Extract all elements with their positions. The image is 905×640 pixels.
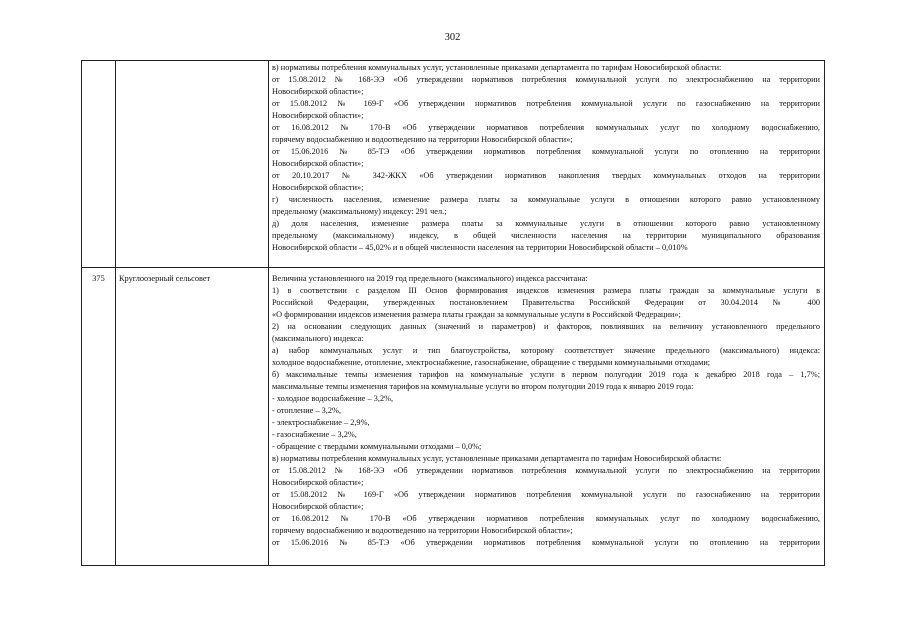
text-line: от 15.08.2012 № 168-ЭЭ «Об утверждении нормативов потребления коммунальной услуги по электроснабжению на территории [272, 75, 820, 84]
text-line: максимальные темпы изменения тарифов на коммунальные услуги во втором полугодии 2019 года к январю 2019 года: [272, 382, 694, 391]
text-line: 1) в соответствии с разделом III Основ формирования индексов изменения размера платы граждан за коммунальные услуги в [272, 286, 820, 295]
row-2-municipality-name: Круглоозерный сельсовет [119, 274, 211, 283]
text-line: Новосибирской области»; [272, 87, 364, 96]
text-line: «О формировании индексов изменения размера платы граждан за коммунальные услуги в Российской Федерации»; [272, 310, 681, 319]
row-2-number: 375 [92, 274, 105, 283]
row-2-text-cell [272, 273, 820, 549]
text-line: Новосибирской области»; [272, 159, 364, 168]
text-line: Новосибирской области – 45,02% и в общей численности населения на территории Новосибирской области – 0,010% [272, 243, 688, 252]
text-line: холодное водоснабжение, отопление, электроснабжение, газоснабжение, обращение с твердыми коммунальными отходами; [272, 358, 711, 367]
text-line: предельному (максимальному) индексу: 291 чел.; [272, 207, 447, 216]
column-divider-number [115, 61, 116, 565]
text-line: 2) на основании следующих данных (значений и параметров) и факторов, повлиявших на величину установленного предельного [272, 322, 820, 331]
text-line: в) нормативы потребления коммунальных услуг, установленные приказами департамента по тарифам Новосибирской области: [272, 63, 722, 72]
text-line: - холодное водоснабжение – 3,2%, [272, 394, 394, 403]
text-line: от 20.10.2017 № 342-ЖКХ «Об утверждении нормативов накопления твердых коммунальных отходов на территории [272, 171, 820, 180]
text-line: от 15.08.2012 № 168-ЭЭ «Об утверждении нормативов потребления коммунальной услуги по электроснабжению на территории [272, 466, 820, 475]
text-line: от 15.06.2016 № 85-ТЭ «Об утверждении нормативов потребления коммунальной услуги по отоплению на территории [272, 147, 820, 156]
document-table [81, 60, 825, 566]
text-line: - газоснабжение – 3,2%, [272, 430, 357, 439]
text-line: Новосибирской области»; [272, 478, 364, 487]
text-line: от 16.08.2012 № 170-В «Об утверждении нормативов потребления коммунальных услуг по холодному водоснабжению, [272, 514, 820, 523]
text-line: - электроснабжение – 2,9%, [272, 418, 370, 427]
text-line: Новосибирской области»; [272, 111, 364, 120]
text-line: от 16.08.2012 № 170-В «Об утверждении нормативов потребления коммунальных услуг по холодному водоснабжению, [272, 123, 820, 132]
text-line: от 15.08.2012 № 169-Г «Об утверждении нормативов потребления коммунальной услуги по газоснабжению на территории [272, 490, 820, 499]
text-line: - отопление – 3,2%, [272, 406, 342, 415]
text-line: в) нормативы потребления коммунальных услуг, установленные приказами департамента по тарифам Новосибирской области: [272, 454, 722, 463]
text-line: а) набор коммунальных услуг и тип благоустройства, которому соответствует значение предельного (максимального) индекса: [272, 346, 820, 355]
text-line: от 15.08.2012 № 169-Г «Об утверждении нормативов потребления коммунальной услуги по газоснабжению на территории [272, 99, 820, 108]
page-number: 302 [444, 32, 461, 43]
text-line: б) максимальные темпы изменения тарифов на коммунальные услуги в первом полугодии 2019 года к декабрю 2018 года – 1,7%; [272, 370, 820, 379]
column-divider-name [268, 61, 269, 565]
text-line: г) численность населения, изменение размера платы за коммунальные услуги в отношении которого равно установленному [272, 195, 820, 204]
text-line: горячему водоснабжению и водоотведению на территории Новосибирской области»; [272, 526, 573, 535]
text-line: - обращение с твердыми коммунальными отходами – 0,0%; [272, 442, 482, 451]
text-line: от 15.06.2016 № 85-ТЭ «Об утверждении нормативов потребления коммунальной услуги по отоплению на территории [272, 538, 820, 547]
text-line: Российской Федерации, утвержденных постановлением Правительства Российской Федерации от 30.04.2014 № 400 [272, 298, 820, 307]
text-line: Величина установленного на 2019 год предельного (максимального) индекса рассчитана: [272, 274, 588, 283]
text-line: (максимального) индекса: [272, 334, 364, 343]
text-line: Новосибирской области»; [272, 502, 364, 511]
text-line: д) доля населения, изменение размера платы за коммунальные услуги в отношении которого равно установленному [272, 219, 820, 228]
row-divider [82, 267, 824, 268]
text-line: горячему водоснабжению и водоотведению на территории Новосибирской области»; [272, 135, 573, 144]
text-line: Новосибирской области»; [272, 183, 364, 192]
text-line: предельному (максимальному) индексу, в общей численности населения на территории муниципального образования [272, 231, 820, 240]
row-1-text-cell [272, 62, 820, 254]
